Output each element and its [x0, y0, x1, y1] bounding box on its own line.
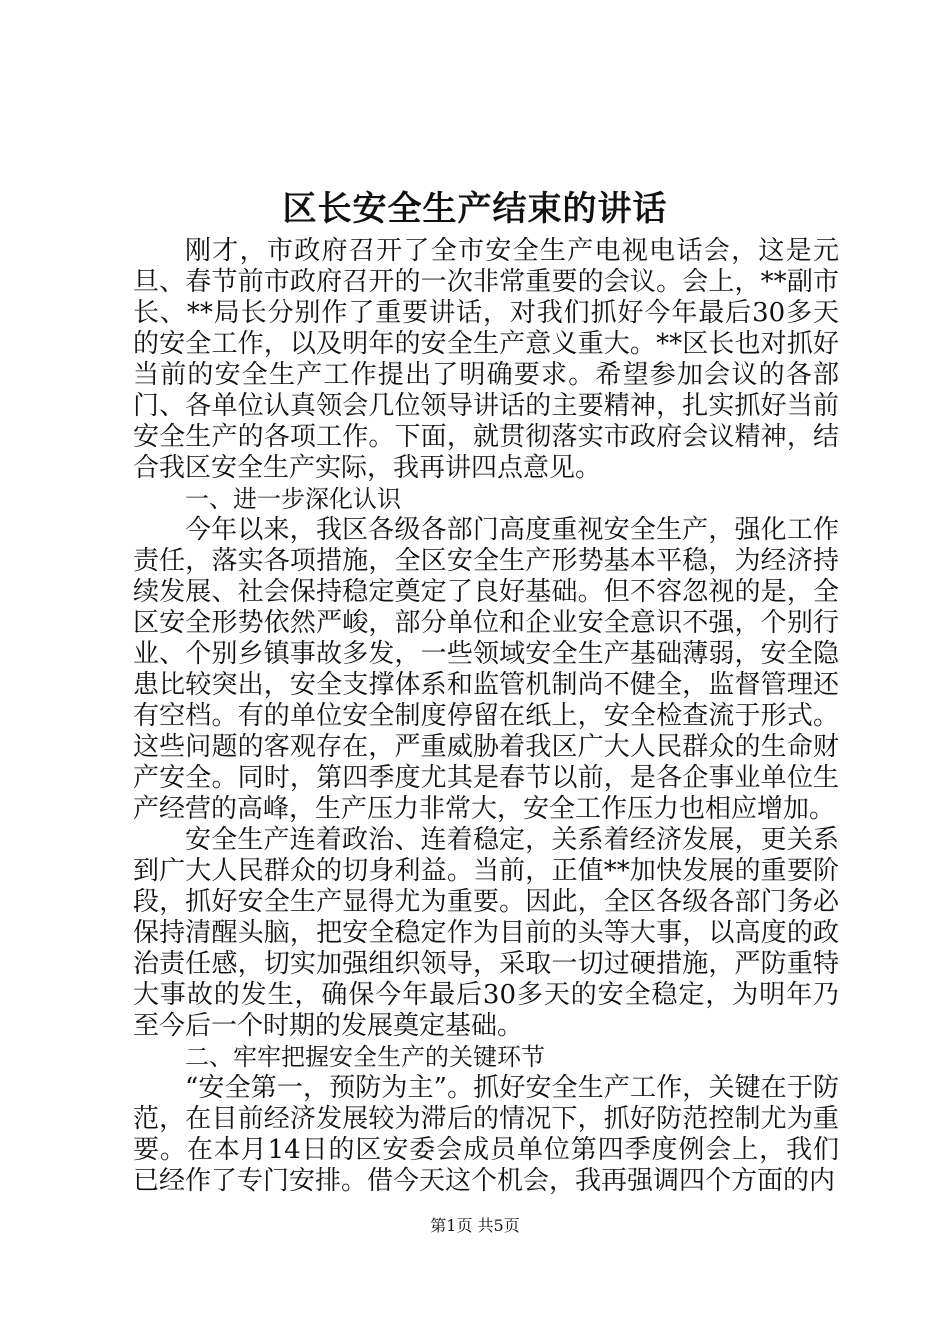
paragraph-situation: 今年以来，我区各级各部门高度重视安全生产，强化工作责任，落实各项措施，全区安全生产形势基本平稳，为经济持续发展、社会保持稳定奠定了良好基础。但不容忽视的是，全区安全形势依然严峻，部分单位和企业安全意识不强，个别行业、个别乡镇事故多发，一些领域安全生产基础薄弱，安全隐患比较突出，安全支撑体系和监管机制尚不健全，监督管理还有空档。有的单位安全制度停留在纸上，安全检查流于形式。这些问题的客观存在，严重威胁着我区广大人民群众的生命财产安全。同时，第四季度尤其是春节以前，是各企事业单位生产经营的高峰，生产压力非常大，安全工作压力也相应增加。 [133, 515, 839, 824]
page-number-footer: 第1页 共5页 [430, 1216, 520, 1235]
section-heading-2: 二、牢牢把握安全生产的关键环节 [185, 1043, 545, 1071]
document-title: 区长安全生产结束的讲话 [282, 189, 668, 229]
document-body [133, 236, 839, 1197]
paragraph-intro: 刚才，市政府召开了全市安全生产电视电话会，这是元旦、春节前市政府召开的一次非常重要的会议。会上，**副市长、**局长分别作了重要讲话，对我们抓好今年最后30多天的安全工作，以及明年的安全生产意义重大。**区长也对抓好当前的安全生产工作提出了明确要求。希望参加会议的各部门、各单位认真领会几位领导讲话的主要精神，扎实抓好当前安全生产的各项工作。下面，就贯彻落实市政府会议精神，结合我区安全生产实际，我再讲四点意见。 [133, 236, 839, 483]
section-heading-1: 一、进一步深化认识 [185, 485, 401, 513]
paragraph-importance: 安全生产连着政治、连着稳定，关系着经济发展，更关系到广大人民群众的切身利益。当前，正值**加快发展的重要阶段，抓好安全生产显得尤为重要。因此，全区各级各部门务必保持清醒头脑，把安全稳定作为目前的头等大事，以高度的政治责任感，切实加强组织领导，采取一切过硬措施，严防重特大事故的发生，确保今年最后30多天的安全稳定，为明年乃至今后一个时期的发展奠定基础。 [133, 825, 839, 1041]
paragraph-prevention: “安全第一，预防为主”。抓好安全生产工作，关键在于防范，在目前经济发展较为滞后的情况下，抓好防范控制尤为重要。在本月14日的区安委会成员单位第四季度例会上，我们已经作了专门安排。借今天这个机会，我再强调四个方面的内 [133, 1073, 839, 1196]
